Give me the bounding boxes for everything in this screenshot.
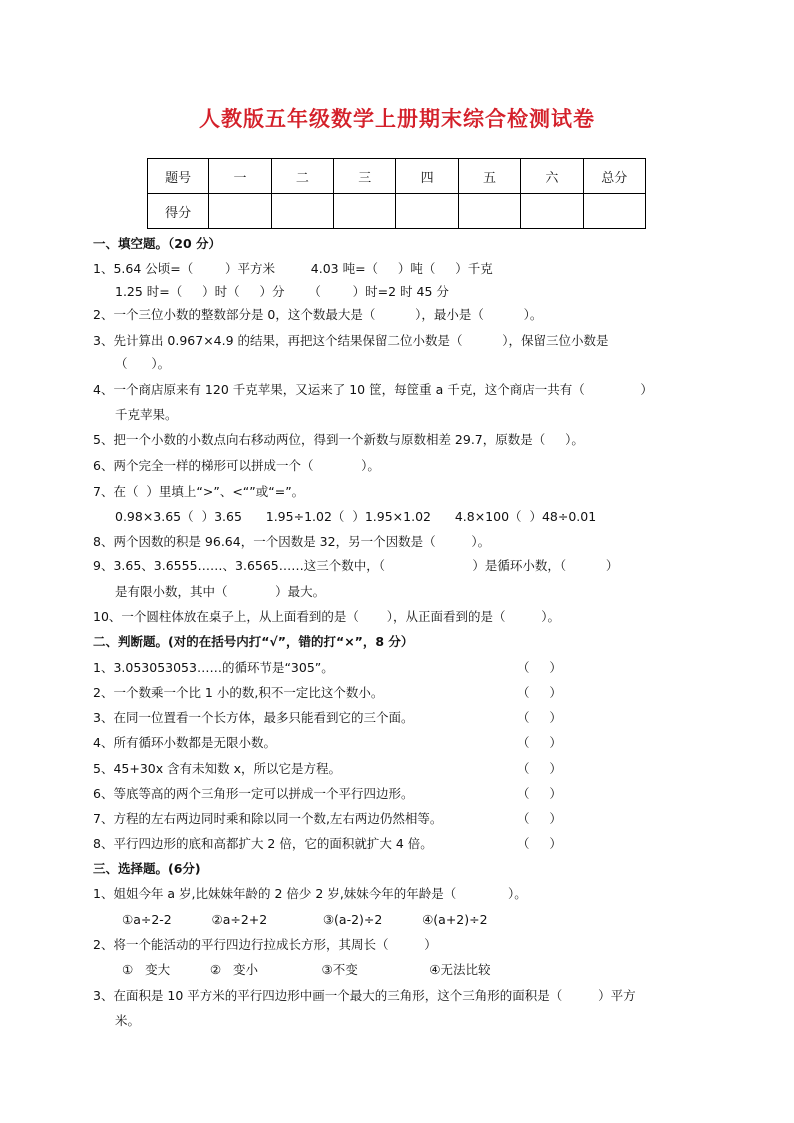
- question-line: 5、把一个小数的小数点向右移动两位，得到一个新数与原数相差 29.7，原数是（ ）。: [93, 432, 584, 447]
- question-line: 4、一个商店原来有 120 千克苹果，又运来了 10 筐，每筐重 a 千克，这个商店一共有（ ）: [93, 382, 653, 397]
- question-line: 3、在同一位置看一个长方体，最多只能看到它的三个面。: [93, 710, 414, 725]
- question-line: 3、在面积是 10 平方米的平行四边形中画一个最大的三角形，这个三角形的面积是（ ）平方: [93, 988, 636, 1003]
- question-line: ①a÷2-2 ②a÷2+2 ③(a-2)÷2 ④(a+2)÷2: [122, 912, 488, 927]
- score-cell[interactable]: [583, 194, 645, 229]
- question-line: 1、5.64 公顷=（ ）平方米 4.03 吨=（ ）吨（ ）千克: [93, 261, 493, 276]
- score-header-cell: 六: [521, 159, 583, 194]
- question-line: 0.98×3.65（ ）3.65 1.95÷1.02（ ）1.95×1.02 4.8×100（ ）48÷0.01: [115, 509, 597, 524]
- question-line: 10、一个圆柱体放在桌子上，从上面看到的是（ ），从正面看到的是（ ）。: [93, 609, 560, 624]
- question-line: （ ）。: [115, 356, 171, 371]
- question-line: ① 变大 ② 变小 ③不变 ④无法比较: [122, 962, 491, 977]
- score-cell[interactable]: [271, 194, 333, 229]
- score-cell[interactable]: [458, 194, 520, 229]
- score-table: [147, 158, 646, 229]
- score-table-score-row: [148, 194, 646, 229]
- judge-answer-bracket[interactable]: （ ）: [517, 710, 562, 725]
- section-heading: 三、选择题。(6分): [93, 861, 201, 876]
- question-line: 千克苹果。: [115, 407, 178, 422]
- question-line: 1.25 时=（ ）时（ ）分 （ ）时=2 时 45 分: [115, 284, 449, 299]
- question-line: 8、两个因数的积是 96.64，一个因数是 32，另一个因数是（ ）。: [93, 534, 491, 549]
- judge-answer-bracket[interactable]: （ ）: [517, 761, 562, 776]
- judge-answer-bracket[interactable]: （ ）: [517, 836, 562, 851]
- question-line: 9、3.65、3.6555……、3.6565……这三个数中，（ ）是循环小数，（ ）: [93, 558, 619, 573]
- score-row-label: 得分: [148, 194, 209, 229]
- question-line: 2、将一个能活动的平行四边行拉成长方形，其周长（ ）: [93, 937, 437, 952]
- question-line: 7、方程的左右两边同时乘和除以同一个数,左右两边仍然相等。: [93, 811, 443, 826]
- exam-title: 人教版五年级数学上册期末综合检测试卷: [199, 106, 595, 131]
- judge-answer-bracket[interactable]: （ ）: [517, 735, 562, 750]
- score-header-cell: 题号: [148, 159, 209, 194]
- question-line: 1、3.053053053……的循环节是“305”。: [93, 660, 334, 675]
- score-table-header-row: [148, 159, 646, 194]
- score-cell[interactable]: [521, 194, 583, 229]
- score-cell[interactable]: [334, 194, 396, 229]
- question-line: 是有限小数，其中（ ）最大。: [115, 584, 326, 599]
- judge-answer-bracket[interactable]: （ ）: [517, 685, 562, 700]
- score-cell[interactable]: [209, 194, 271, 229]
- score-header-cell: 三: [334, 159, 396, 194]
- question-line: 6、两个完全一样的梯形可以拼成一个（ ）。: [93, 458, 380, 473]
- score-header-cell: 一: [209, 159, 271, 194]
- question-line: 2、一个数乘一个比 1 小的数,积不一定比这个数小。: [93, 685, 384, 700]
- question-line: 2、一个三位小数的整数部分是 0，这个数最大是（ ），最小是（ ）。: [93, 307, 543, 322]
- score-header-cell: 二: [271, 159, 333, 194]
- judge-answer-bracket[interactable]: （ ）: [517, 786, 562, 801]
- question-line: 5、45+30x 含有未知数 x，所以它是方程。: [93, 761, 341, 776]
- score-cell[interactable]: [396, 194, 458, 229]
- score-header-cell: 总分: [583, 159, 645, 194]
- question-line: 8、平行四边形的底和高都扩大 2 倍，它的面积就扩大 4 倍。: [93, 836, 433, 851]
- question-line: 4、所有循环小数都是无限小数。: [93, 735, 276, 750]
- score-header-cell: 四: [396, 159, 458, 194]
- judge-answer-bracket[interactable]: （ ）: [517, 811, 562, 826]
- judge-answer-bracket[interactable]: （ ）: [517, 660, 562, 675]
- question-line: 3、先计算出 0.967×4.9 的结果，再把这个结果保留二位小数是（ ），保留三位小数是: [93, 333, 609, 348]
- question-line: 6、等底等高的两个三角形一定可以拼成一个平行四边形。: [93, 786, 414, 801]
- question-line: 1、姐姐今年 a 岁,比妹妹年龄的 2 倍少 2 岁,妹妹今年的年龄是（ ）。: [93, 886, 527, 901]
- section-heading: 一、填空题。（20 分）: [93, 236, 221, 251]
- question-line: 米。: [115, 1013, 141, 1028]
- score-header-cell: 五: [458, 159, 520, 194]
- section-heading: 二、判断题。(对的在括号内打“√”，错的打“×”，8 分）: [93, 634, 414, 649]
- question-line: 7、在（ ）里填上“>”、<“”或“=”。: [93, 484, 305, 499]
